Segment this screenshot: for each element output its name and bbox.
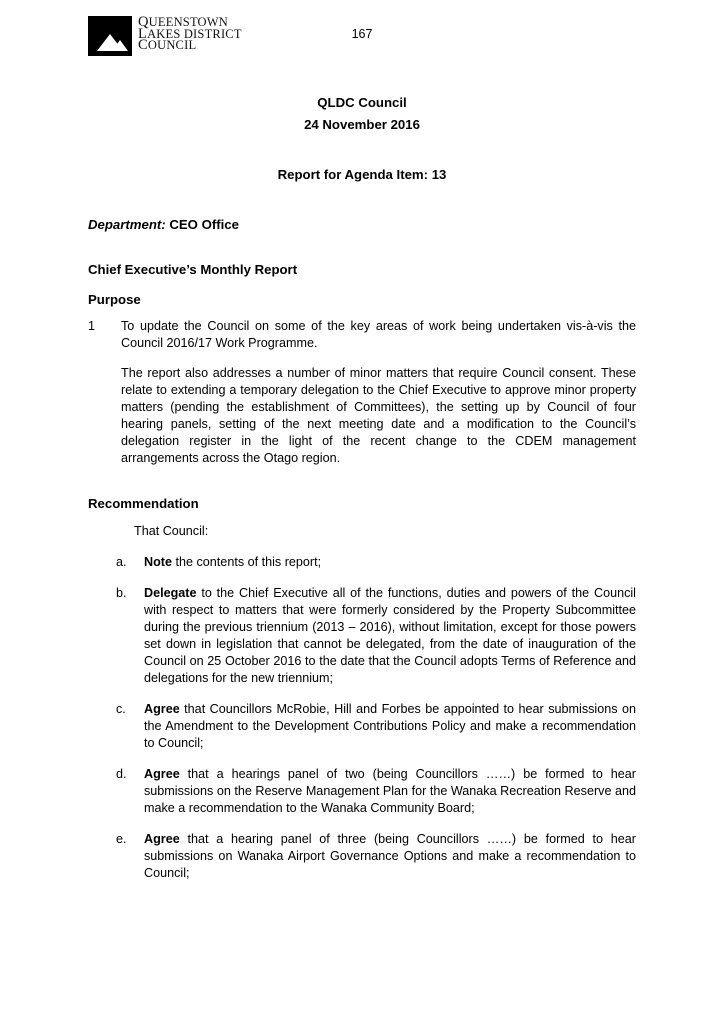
department-value: CEO Office (169, 217, 239, 232)
list-item-text: that a hearings panel of two (being Councillors ……) be formed to hear submissions on the Reserve Management Plan for the Wanaka Recreation Reserve and make a recommendation to the Wanaka Community Board; (144, 767, 636, 815)
agenda-item-line: Report for Agenda Item: 13 (277, 167, 447, 182)
list-item-marker: c. (116, 702, 126, 716)
list-item (88, 701, 636, 752)
list-item-lead: Delegate (144, 586, 197, 600)
list-item-marker: d. (116, 767, 127, 781)
list-item-body (144, 766, 636, 817)
list-item-lead: Note (144, 555, 172, 569)
list-item-lead: Agree (144, 702, 180, 716)
purpose-heading: Purpose (88, 292, 141, 307)
logo-line-1: QUEENSTOWN (138, 14, 229, 30)
list-item-body (144, 701, 636, 752)
list-item-lead: Agree (144, 832, 180, 846)
list-item (88, 585, 636, 687)
logo-line-2: LAKES DISTRICT (138, 25, 242, 42)
list-item-lead: Agree (144, 767, 180, 781)
department-label: Department: (88, 217, 166, 232)
department-line (88, 216, 636, 233)
document-body (0, 92, 724, 882)
list-item-marker: a. (116, 555, 127, 569)
recommendation-intro: That Council: (134, 524, 209, 538)
report-heading: Chief Executive’s Monthly Report (88, 262, 298, 277)
report-title-block (88, 92, 636, 136)
recommendation-list (88, 554, 636, 882)
purpose-followup-paragraph: The report also addresses a number of minor matters that require Council consent. These relate to extending a temporary delegation to the Chief Executive to approve minor property matters (pending the establishment of Committees), the setting up by Council of four hearing panels, setting of the next meeting date and a modification to the Council’s delegation register in the light of the recent change to the CDEM management arrangements across the Otago region. (121, 366, 636, 465)
list-item-body (144, 585, 636, 687)
list-item-text: that Councillors McRobie, Hill and Forbes be appointed to hear submissions on the Amendment to the Development Contributions Policy and make a recommendation to Council; (144, 702, 636, 750)
page-header (0, 0, 724, 78)
list-item-marker: e. (116, 832, 127, 846)
recommendation-heading: Recommendation (88, 496, 199, 511)
purpose-item-number: 1 (88, 319, 96, 333)
list-item-body (144, 831, 636, 882)
purpose-item-1 (88, 318, 636, 352)
page-number: 167 (351, 27, 373, 41)
list-item (88, 766, 636, 817)
list-item-text: that a hearing panel of three (being Councillors ……) be formed to hear submissions on Wanaka Airport Governance Options and make a recommendation to Council; (144, 832, 636, 880)
list-item-marker: b. (116, 586, 127, 600)
list-item-text: to the Chief Executive all of the functions, duties and powers of the Council with respect to matters that were formerly considered by the Property Subcommittee during the previous triennium (2013 – 2016), without limitation, except for those powers set down in legislation that cannot be delegated, from the date of inauguration of the Council on 25 October 2016 to the date that the Council adopts Terms of Reference and delegations for the new triennium; (144, 586, 636, 685)
list-item (88, 554, 636, 571)
purpose-item-text: To update the Council on some of the key areas of work being undertaken vis-à-vis the Council 2016/17 Work Programme. (121, 319, 636, 350)
title-council: QLDC Council (317, 95, 407, 110)
logo-line-3: COUNCIL (138, 37, 197, 53)
title-date: 24 November 2016 (304, 117, 420, 132)
list-item-text: the contents of this report; (172, 555, 322, 569)
list-item-body (144, 554, 636, 571)
list-item (88, 831, 636, 882)
